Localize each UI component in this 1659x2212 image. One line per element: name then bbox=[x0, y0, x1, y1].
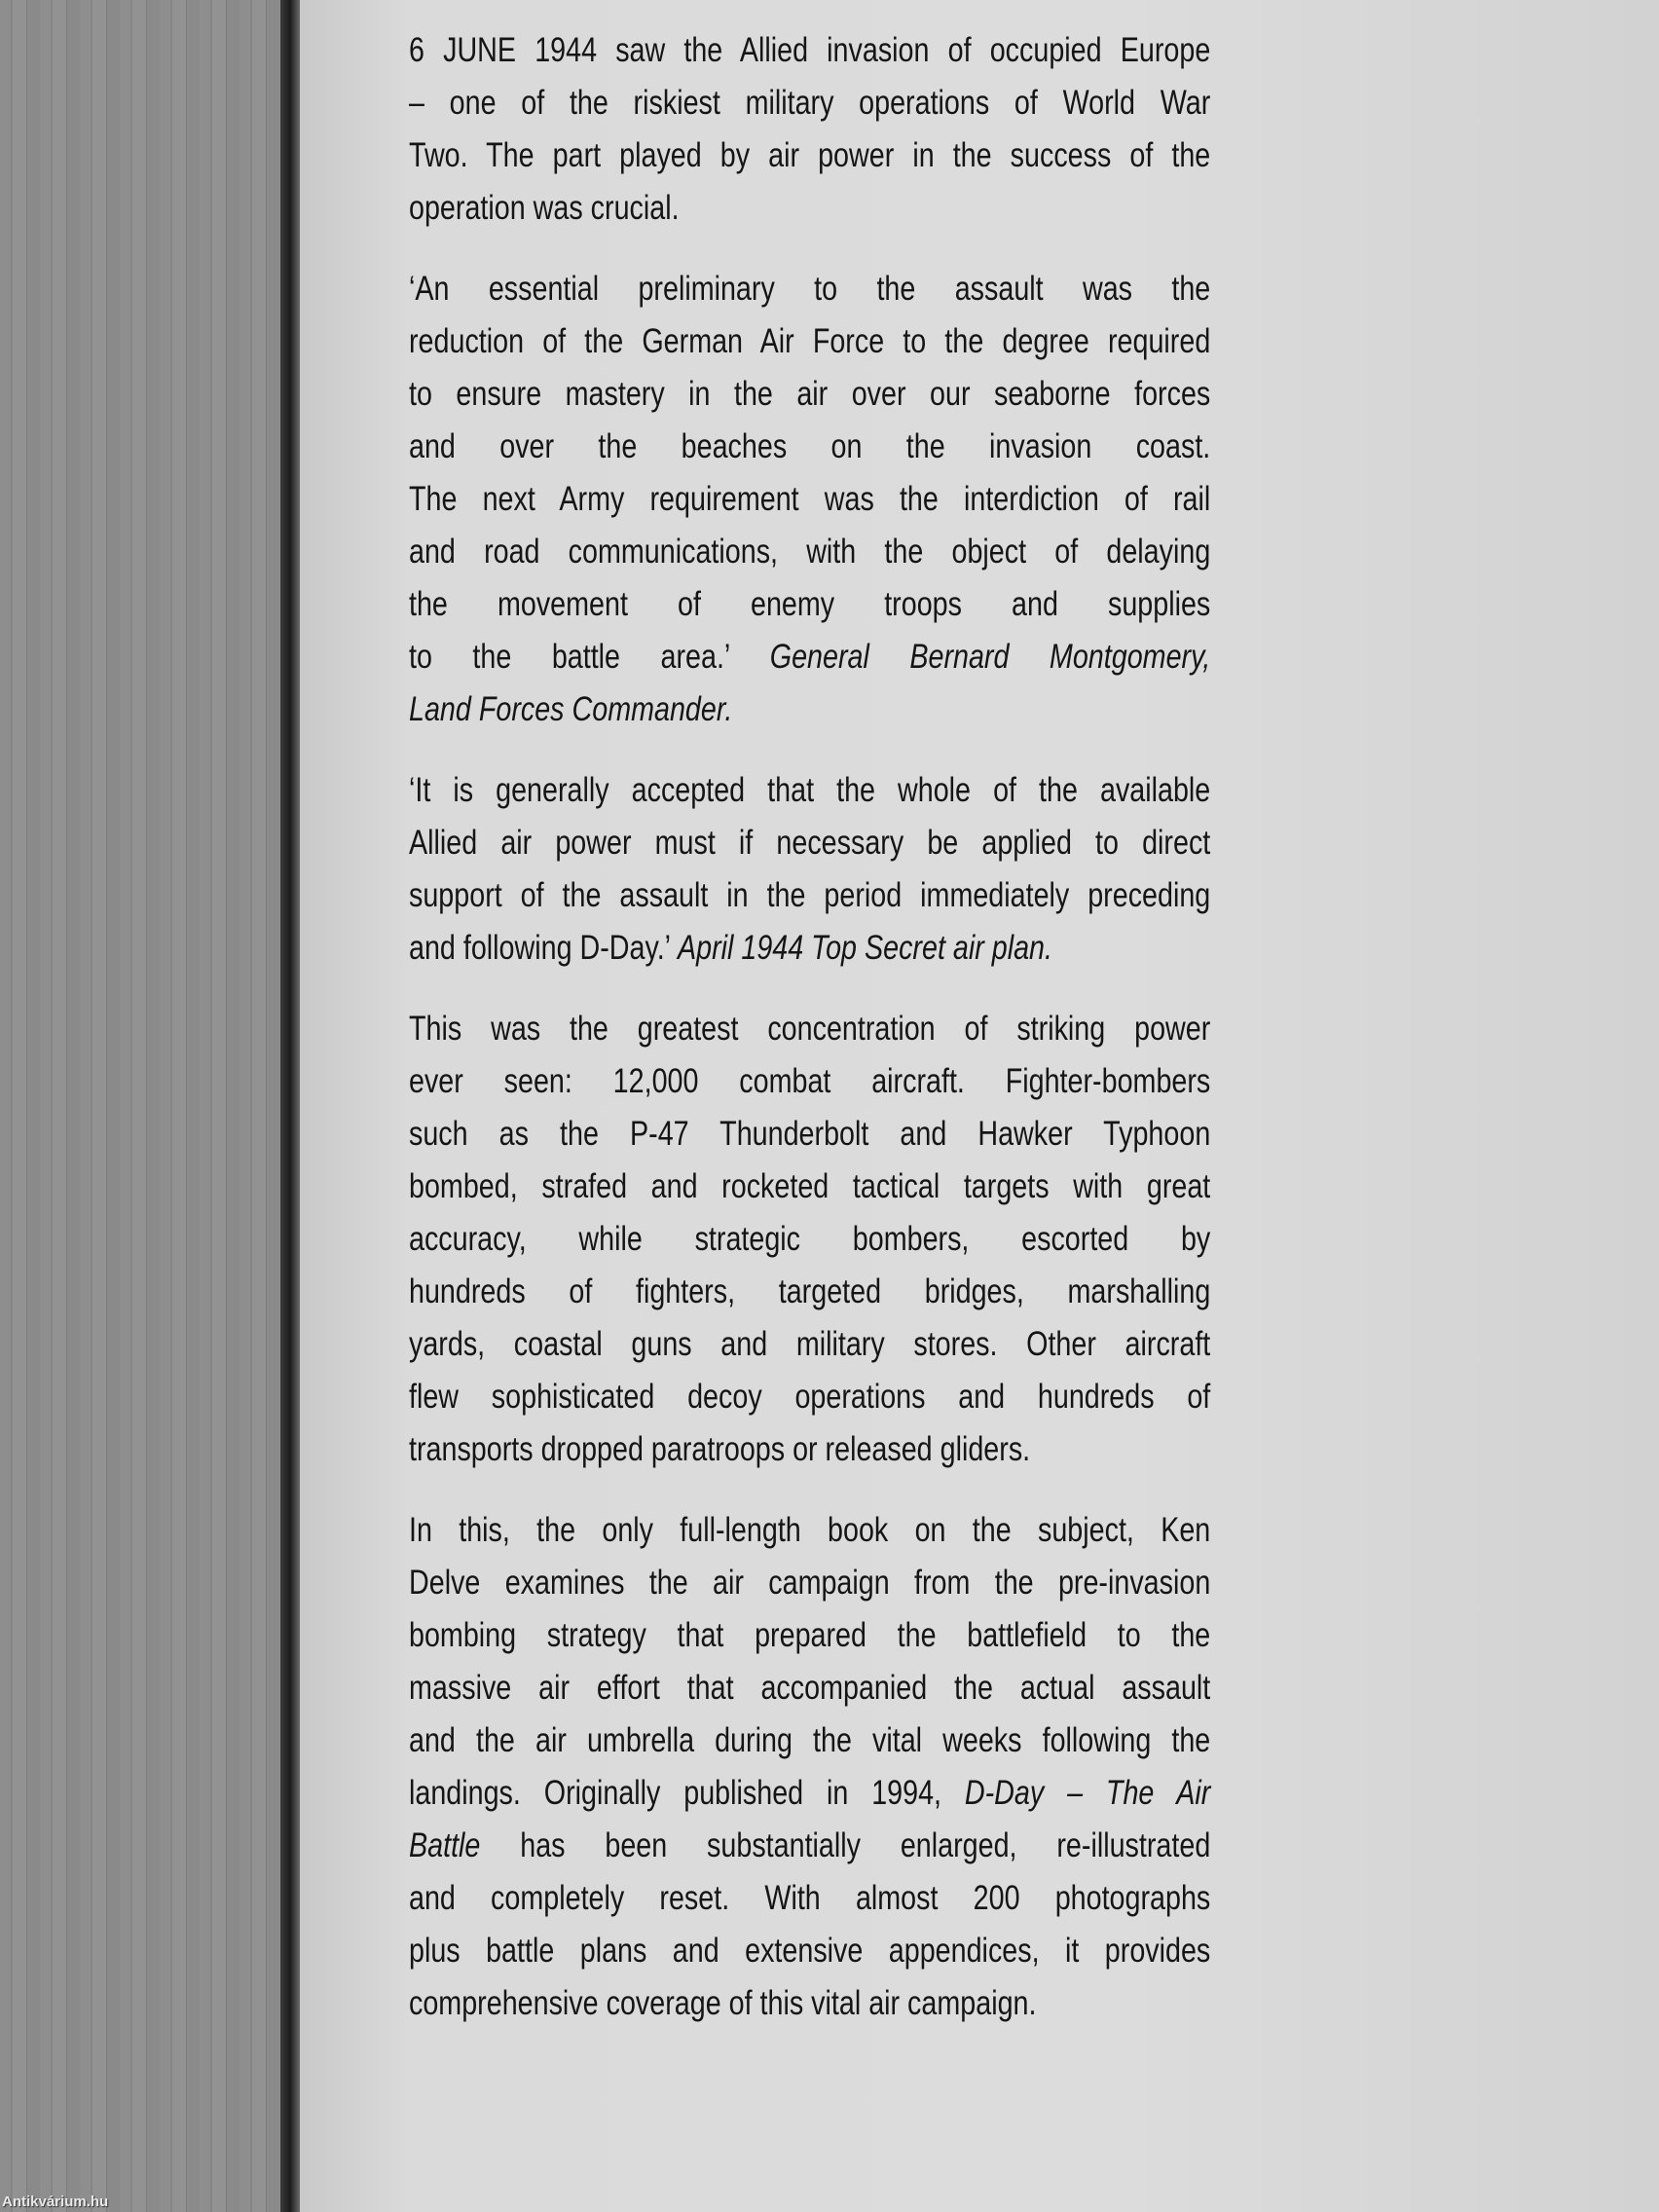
text-line bbox=[409, 631, 1210, 683]
text-line bbox=[409, 421, 1210, 473]
text: ever seen: 12,000 combat aircraft. Fighter-bombers bbox=[409, 1062, 1211, 1100]
text: plus battle plans and extensive appendices, it provides bbox=[409, 1932, 1211, 1970]
text: 6 JUNE 1944 saw the Allied invasion of occupied Europe bbox=[409, 31, 1211, 69]
text: comprehensive coverage of this vital air campaign. bbox=[409, 1984, 1037, 2022]
text: Allied air power must if necessary be applied to direct bbox=[409, 824, 1211, 862]
text-line bbox=[409, 683, 1210, 736]
text-line bbox=[409, 77, 1210, 129]
text-line bbox=[409, 263, 1210, 315]
text-line bbox=[409, 1371, 1210, 1423]
text: – one of the riskiest military operations of World War bbox=[409, 84, 1211, 122]
text: accuracy, while strategic bombers, escorted by bbox=[409, 1220, 1211, 1258]
text: transports dropped paratroops or released gliders. bbox=[409, 1430, 1031, 1468]
text-line bbox=[409, 526, 1210, 578]
text: yards, coastal guns and military stores. Other aircraft bbox=[409, 1325, 1211, 1363]
italic-text: Battle bbox=[409, 1826, 481, 1864]
text: flew sophisticated decoy operations and hundreds of bbox=[409, 1378, 1211, 1416]
paragraph bbox=[409, 1003, 1210, 1476]
text: and road communications, with the object of delaying bbox=[409, 533, 1211, 571]
text: ‘It is generally accepted that the whole of the available bbox=[409, 771, 1211, 809]
text: ‘An essential preliminary to the assault was the bbox=[409, 270, 1211, 308]
paragraph bbox=[409, 24, 1210, 235]
text: landings. Originally published in 1994, bbox=[409, 1774, 965, 1812]
text: and over the beaches on the invasion coast. bbox=[409, 427, 1211, 465]
book-spine-edge bbox=[280, 0, 300, 2212]
text: massive air effort that accompanied the actual assault bbox=[409, 1669, 1211, 1707]
text: reduction of the German Air Force to the degree required bbox=[409, 322, 1211, 360]
text-line bbox=[409, 1266, 1210, 1318]
italic-text: General Bernard Montgomery, bbox=[769, 638, 1211, 676]
text: This was the greatest concentration of striking power bbox=[409, 1010, 1211, 1048]
text: Two. The part played by air power in the success of the bbox=[409, 136, 1211, 174]
text-line bbox=[409, 1003, 1210, 1055]
text: operation was crucial. bbox=[409, 189, 680, 227]
paragraph bbox=[409, 764, 1210, 975]
text-line bbox=[409, 129, 1210, 182]
text-line bbox=[409, 1108, 1210, 1161]
text-line bbox=[409, 764, 1210, 817]
text-line bbox=[409, 1161, 1210, 1213]
text-line bbox=[409, 1423, 1210, 1476]
text: the movement of enemy troops and supplies bbox=[409, 585, 1211, 623]
text: The next Army requirement was the interdiction of rail bbox=[409, 480, 1211, 518]
text-line bbox=[409, 1213, 1210, 1266]
text-line bbox=[409, 473, 1210, 526]
paragraph bbox=[409, 263, 1210, 736]
text-line bbox=[409, 182, 1210, 235]
text: bombed, strafed and rocketed tactical targets with great bbox=[409, 1167, 1211, 1205]
text: hundreds of fighters, targeted bridges, marshalling bbox=[409, 1272, 1211, 1310]
text-line bbox=[409, 1714, 1210, 1767]
text-line bbox=[409, 1557, 1210, 1609]
text-line bbox=[409, 315, 1210, 368]
text-line bbox=[409, 1925, 1210, 1977]
blurb-text bbox=[409, 24, 1210, 2058]
watermark: Antikvárium.hu bbox=[2, 2194, 109, 2210]
text-line bbox=[409, 1318, 1210, 1371]
text: to the battle area.’ bbox=[409, 638, 770, 676]
text-line bbox=[409, 24, 1210, 77]
text-line bbox=[409, 922, 1210, 975]
text: Delve examines the air campaign from the pre-invasion bbox=[409, 1564, 1211, 1602]
text: and following D-Day.’ bbox=[409, 929, 678, 967]
text: and completely reset. With almost 200 photographs bbox=[409, 1879, 1211, 1917]
paragraph bbox=[409, 1504, 1210, 2030]
text: such as the P-47 Thunderbolt and Hawker Typhoon bbox=[409, 1115, 1211, 1153]
italic-text: Land Forces Commander. bbox=[409, 690, 733, 728]
text-line bbox=[409, 368, 1210, 421]
text: and the air umbrella during the vital weeks following the bbox=[409, 1721, 1211, 1759]
italic-text: D-Day – The Air bbox=[964, 1774, 1211, 1812]
text-line bbox=[409, 869, 1210, 922]
text-line bbox=[409, 1820, 1210, 1872]
text-line bbox=[409, 1872, 1210, 1925]
text: has been substantially enlarged, re-illustrated bbox=[480, 1826, 1211, 1864]
text-line bbox=[409, 1767, 1210, 1820]
text-line bbox=[409, 1662, 1210, 1714]
text-line bbox=[409, 1055, 1210, 1108]
text: support of the assault in the period immediately preceding bbox=[409, 876, 1211, 914]
text-line bbox=[409, 578, 1210, 631]
text-line bbox=[409, 1977, 1210, 2030]
wood-background bbox=[0, 0, 280, 2212]
text: to ensure mastery in the air over our seaborne forces bbox=[409, 375, 1211, 413]
text-line bbox=[409, 817, 1210, 869]
text-line bbox=[409, 1504, 1210, 1557]
italic-text: April 1944 Top Secret air plan. bbox=[677, 929, 1052, 967]
text: In this, the only full-length book on the subject, Ken bbox=[409, 1511, 1211, 1549]
text-line bbox=[409, 1609, 1210, 1662]
text: bombing strategy that prepared the battlefield to the bbox=[409, 1616, 1211, 1654]
